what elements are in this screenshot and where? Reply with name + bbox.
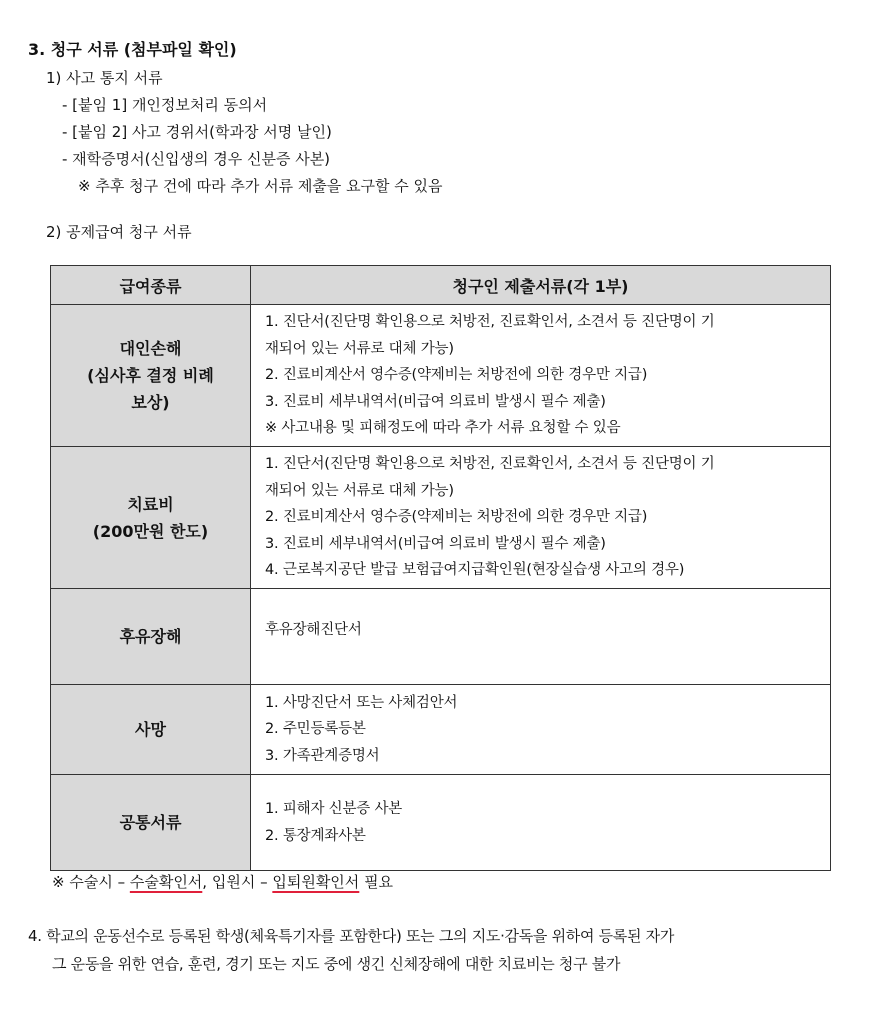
type-line: 공통서류: [119, 813, 182, 832]
table-row: [51, 305, 831, 447]
doc-line: 1. 사망진단서 또는 사체검안서: [265, 694, 458, 711]
section-4-line-2: 그 운동을 위한 연습, 훈련, 경기 또는 지도 중에 생긴 신체장해에 대한 치료비는 청구 불가: [52, 955, 621, 973]
subsection-2-title: 2) 공제급여 청구 서류: [46, 223, 192, 241]
doc-line: 1. 진단서(진단명 확인용으로 처방전, 진료확인서, 소견서 등 진단명이 기: [265, 456, 715, 473]
type-line: 후유장해: [119, 627, 182, 646]
doc-line: 4. 근로복지공단 발급 보험급여지급확인원(현장실습생 사고의 경우): [265, 562, 685, 579]
table-row: [51, 589, 831, 685]
list-item: - [붙임 1] 개인정보처리 동의서: [62, 96, 268, 114]
docs-cell: [251, 685, 831, 775]
footnote-middle: , 입원시 –: [202, 873, 273, 891]
docs-cell: [251, 589, 831, 685]
header-submission-docs: 청구인 제출서류(각 1부): [251, 266, 831, 305]
doc-line: 후유장해진단서: [265, 622, 362, 639]
list-item: - [붙임 2] 사고 경위서(학과장 서명 날인): [62, 123, 332, 141]
doc-line: 2. 진료비계산서 영수증(약제비는 처방전에 의한 경우만 지급): [265, 367, 648, 384]
docs-cell: [251, 305, 831, 447]
doc-line: 1. 진단서(진단명 확인용으로 처방전, 진료확인서, 소견서 등 진단명이 기: [265, 314, 715, 331]
doc-line: 3. 진료비 세부내역서(비급여 의료비 발생시 필수 제출): [265, 393, 606, 410]
table-row: [51, 447, 831, 589]
subsection-1-title: 1) 사고 통지 서류: [46, 69, 163, 87]
table-row: [51, 685, 831, 775]
doc-line: ※ 사고내용 및 피해정도에 따라 추가 서류 요청할 수 있음: [265, 420, 621, 437]
claims-documents-table: [50, 265, 831, 871]
doc-line: 2. 진료비계산서 영수증(약제비는 처방전에 의한 경우만 지급): [265, 509, 648, 526]
benefit-type-cell: [51, 685, 251, 775]
benefit-type-cell: [51, 775, 251, 871]
benefit-type-cell: [51, 305, 251, 447]
docs-cell: [251, 775, 831, 871]
docs-cell: [251, 447, 831, 589]
type-line: (200만원 한도): [92, 521, 209, 541]
list-item: - 재학증명서(신입생의 경우 신분증 사본): [62, 150, 331, 168]
footnote-prefix: ※ 수술시 –: [52, 873, 130, 891]
type-line: 대인손해: [119, 339, 182, 358]
type-line: (심사후 결정 비례: [87, 366, 214, 385]
type-line: 보상): [131, 393, 170, 412]
header-benefit-type: 급여종류: [51, 266, 251, 305]
benefit-type-cell: [51, 589, 251, 685]
type-line: 사망: [135, 720, 166, 739]
section-4-line-1: 4. 학교의 운동선수로 등록된 학생(체육특기자를 포함한다) 또는 그의 지도·감독을 위하여 등록된 자가: [28, 927, 675, 945]
type-line: 치료비: [127, 494, 174, 514]
table-row: [51, 775, 831, 871]
benefit-type-cell: [51, 447, 251, 589]
section-3-title: 3. 청구 서류 (첨부파일 확인): [28, 40, 237, 59]
surgery-confirmation-text: 수술확인서: [129, 873, 203, 891]
doc-line: 재되어 있는 서류로 대체 가능): [265, 482, 454, 499]
admission-discharge-confirmation-text: 입퇴원확인서: [272, 873, 360, 891]
doc-line: 3. 가족관계증명서: [265, 747, 380, 764]
note-text: ※ 추후 청구 건에 따라 추가 서류 제출을 요구할 수 있음: [78, 177, 443, 195]
doc-line: 2. 통장계좌사본: [265, 827, 366, 844]
footnote-suffix: 필요: [359, 873, 394, 891]
table-header-row: [51, 266, 831, 305]
table-footnote: [52, 872, 393, 892]
doc-line: 재되어 있는 서류로 대체 가능): [265, 340, 454, 357]
doc-line: 2. 주민등록등본: [265, 721, 366, 738]
doc-line: 3. 진료비 세부내역서(비급여 의료비 발생시 필수 제출): [265, 535, 606, 552]
doc-line: 1. 피해자 신분증 사본: [265, 801, 403, 817]
